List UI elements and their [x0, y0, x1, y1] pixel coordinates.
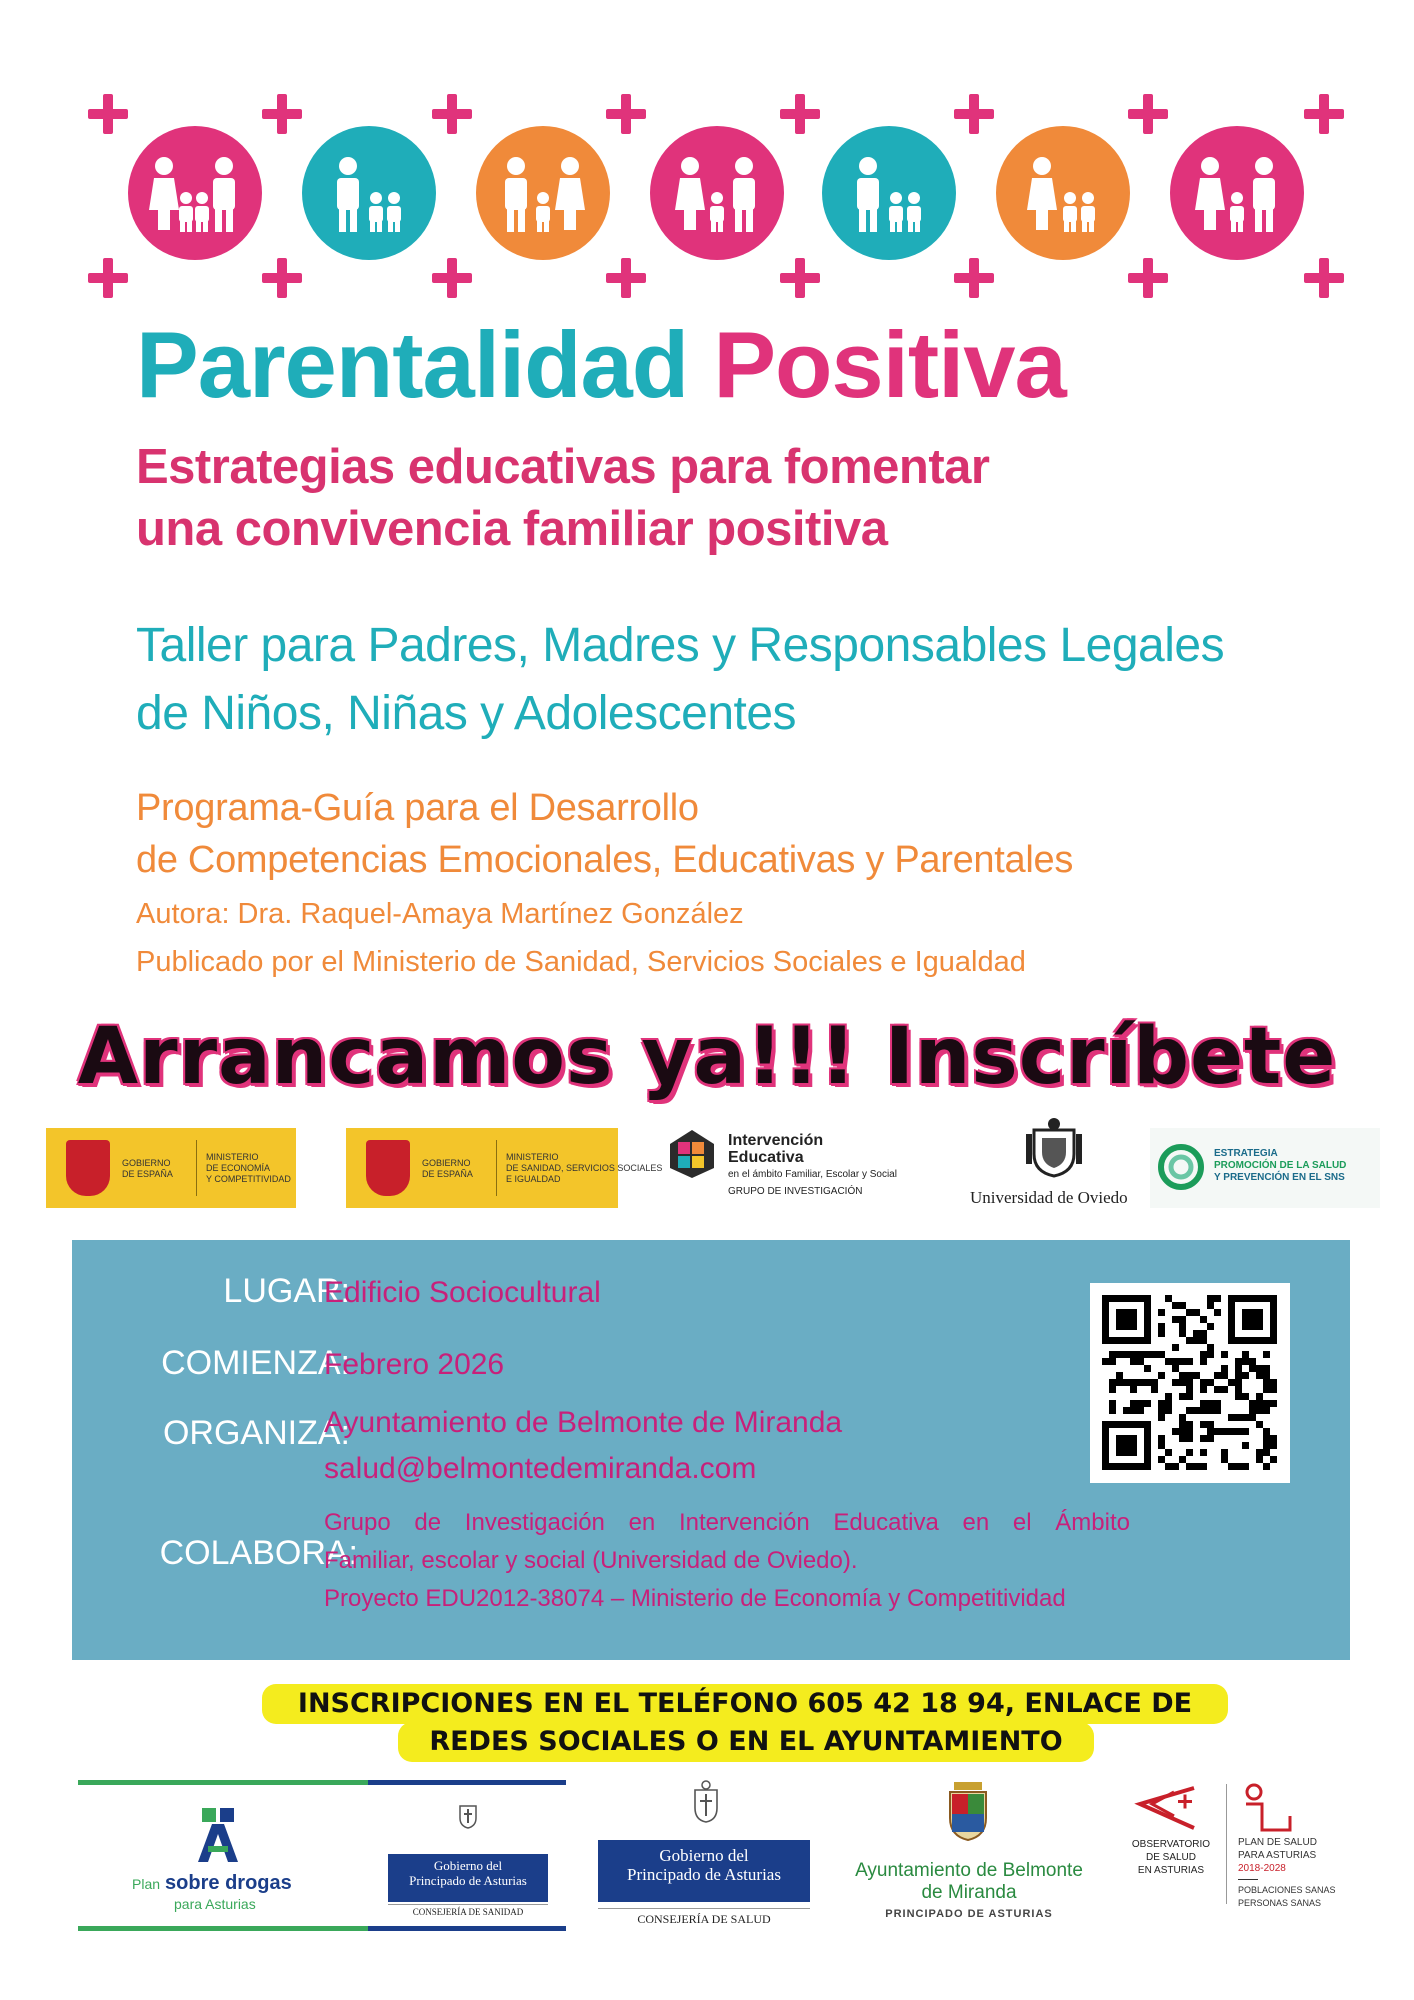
- colabora-line3: Proyecto EDU2012-38074 – Ministerio de Economía y Competitividad: [324, 1585, 1066, 1612]
- intervencion-line1: Intervención: [728, 1132, 824, 1149]
- credits: [136, 890, 1026, 986]
- plan-salud-figure-icon: [1238, 1782, 1294, 1834]
- plus-icon: [432, 258, 472, 298]
- plus-icon: [954, 94, 994, 134]
- logo-ayuntamiento-belmonte: [846, 1780, 1092, 1936]
- plan-drogas-strong: sobre drogas: [165, 1872, 292, 1894]
- plan-salud-line3: 2018-2028: [1238, 1863, 1286, 1874]
- title-part1: Parentalidad: [136, 312, 689, 417]
- plan-salud-line2: PARA ASTURIAS: [1238, 1850, 1317, 1861]
- plan-salud-line4: POBLACIONES SANAS: [1238, 1885, 1336, 1895]
- page-title: [136, 312, 1066, 417]
- lugar-label: LUGAR:: [223, 1272, 350, 1310]
- inscripciones-line1: INSCRIPCIONES EN EL TELÉFONO 605 42 18 94, ENLACE DE: [262, 1684, 1228, 1724]
- family-mother-father-two-kids-icon: [128, 126, 262, 260]
- estrategia-line2: PROMOCIÓN DE LA SALUD: [1214, 1160, 1347, 1171]
- family-father-mother-kid-icon: [476, 126, 610, 260]
- logo-gob-text: GOBIERNO DE ESPAÑA: [122, 1158, 173, 1179]
- logo-divider: [1226, 1784, 1227, 1904]
- contact-email[interactable]: salud@belmontedemiranda.com: [324, 1452, 757, 1485]
- plus-icon: [606, 94, 646, 134]
- author: Autora: Dra. Raquel-Amaya Martínez González: [136, 898, 744, 930]
- family-mother-father-kid-icon: [1170, 126, 1304, 260]
- comienza-value: Febrero 2026: [324, 1348, 505, 1381]
- logo-estrategia-promocion-salud: [1150, 1128, 1380, 1208]
- logo-observatorio-salud: [1116, 1784, 1226, 1894]
- lugar-value: Edificio Sociocultural: [324, 1276, 601, 1309]
- plan-drogas-post: para Asturias: [174, 1896, 256, 1912]
- plus-icon: [262, 94, 302, 134]
- gob-ast-sanidad-line2: Principado de Asturias: [409, 1873, 527, 1888]
- estrategia-line3: Y PREVENCIÓN EN EL SNS: [1214, 1172, 1345, 1183]
- plus-icon: [88, 258, 128, 298]
- plus-icon: [432, 94, 472, 134]
- plan-salud-line5: PERSONAS SANAS: [1238, 1898, 1322, 1908]
- observatorio-line3: EN ASTURIAS: [1137, 1865, 1205, 1876]
- observatorio-line2: DE SALUD: [1145, 1852, 1196, 1863]
- intervencion-cube-icon: [668, 1128, 716, 1180]
- program-line2: de Competencias Emocionales, Educativas y Parentales: [136, 839, 1074, 881]
- family-father-two-kids-icon: [822, 126, 956, 260]
- plus-icon: [88, 94, 128, 134]
- plus-icon: [1128, 94, 1168, 134]
- observatorio-line1: OBSERVATORIO: [1131, 1839, 1211, 1850]
- colabora-line1: Grupo de Investigación en Intervención Educativa en el Ámbito: [324, 1509, 1130, 1536]
- qr-code-icon: [1090, 1283, 1290, 1483]
- ayto-line3: PRINCIPADO DE ASTURIAS: [885, 1908, 1053, 1920]
- qr-code[interactable]: [1090, 1283, 1290, 1483]
- family-mother-father-kid-icon: [650, 126, 784, 260]
- university-name: Universidad de Oviedo: [970, 1188, 1128, 1207]
- coat-of-arms-icon: [66, 1140, 110, 1196]
- workshop-line2: de Niños, Niñas y Adolescentes: [136, 687, 797, 740]
- logo-gobierno-espana-sanidad: [346, 1128, 663, 1208]
- comienza-label: COMIENZA:: [161, 1344, 350, 1382]
- plus-icon: [1128, 258, 1168, 298]
- program-line1: Programa-Guía para el Desarrollo: [136, 787, 699, 829]
- program-description: [136, 782, 1073, 886]
- workshop-line1: Taller para Padres, Madres y Responsables Legales: [136, 619, 1225, 672]
- workshop-description: [136, 612, 1224, 748]
- plus-icon: [954, 258, 994, 298]
- gob-ast-salud-line1: Gobierno del: [659, 1846, 749, 1865]
- gob-ast-salud-line2: Principado de Asturias: [627, 1865, 781, 1884]
- municipal-crest-icon: [946, 1780, 990, 1842]
- inscripciones-line2: REDES SOCIALES O EN EL AYUNTAMIENTO: [398, 1722, 1094, 1762]
- intervencion-line4: GRUPO DE INVESTIGACIÓN: [728, 1186, 863, 1197]
- asturias-crest-icon: [692, 1780, 720, 1824]
- subtitle: [136, 436, 989, 560]
- publisher: Publicado por el Ministerio de Sanidad, Servicios Sociales e Igualdad: [136, 946, 1026, 978]
- family-mother-two-kids-icon: [996, 126, 1130, 260]
- gob-ast-salud-line3: CONSEJERÍA DE SALUD: [598, 1908, 810, 1927]
- plus-icon: [780, 258, 820, 298]
- ayto-line2: de Miranda: [921, 1882, 1017, 1903]
- colabora-line2: Familiar, escolar y social (Universidad de Oviedo).: [324, 1547, 858, 1574]
- subtitle-line2: una convivencia familiar positiva: [136, 502, 888, 556]
- asturias-crest-icon: [458, 1800, 478, 1830]
- university-crest-icon: [1022, 1116, 1086, 1178]
- logo-plan-drogas-and-sanidad: [78, 1780, 566, 1932]
- organiza-value: Ayuntamiento de Belmonte de Miranda: [324, 1406, 843, 1439]
- observatorio-icon: [1134, 1784, 1196, 1834]
- ayto-line1: Ayuntamiento de Belmonte: [855, 1860, 1083, 1881]
- call-to-action-banner: Arrancamos ya!!! Inscríbete: [77, 1012, 1337, 1102]
- intervencion-line2: Educativa: [728, 1149, 804, 1166]
- plan-drogas-a-icon: [188, 1804, 248, 1864]
- gob-ast-sanidad-line1: Gobierno del: [433, 1858, 503, 1873]
- plus-icon: [780, 94, 820, 134]
- logo-gobierno-principado-salud: [596, 1776, 814, 1936]
- plus-icon: [262, 258, 302, 298]
- logo-ministry-text: MINISTERIO DE ECONOMÍA Y COMPETITIVIDAD: [206, 1152, 291, 1184]
- logo-plan-salud-asturias: [1236, 1780, 1356, 1920]
- plan-salud-line1: PLAN DE SALUD: [1238, 1837, 1317, 1848]
- logo-intervencion-educativa: [668, 1124, 928, 1214]
- logo-ministry-text: MINISTERIO DE SANIDAD, SERVICIOS SOCIALES E IGUALDAD: [506, 1152, 663, 1184]
- family-father-two-kids-icon: [302, 126, 436, 260]
- logo-gobierno-espana-economia: [46, 1128, 296, 1208]
- title-part2: Positiva: [713, 312, 1066, 417]
- colabora-label: COLABORA:: [159, 1534, 358, 1572]
- coat-of-arms-icon: [366, 1140, 410, 1196]
- swirl-icon: [1156, 1142, 1206, 1192]
- plus-icon: [1304, 258, 1344, 298]
- plus-icon: [1304, 94, 1344, 134]
- plan-drogas-pre: Plan: [132, 1876, 161, 1892]
- logo-universidad-oviedo: [970, 1116, 1140, 1216]
- logo-gob-text: GOBIERNO DE ESPAÑA: [422, 1158, 473, 1179]
- gob-ast-sanidad-line3: CONSEJERÍA DE SANIDAD: [388, 1904, 548, 1917]
- estrategia-line1: ESTRATEGIA: [1214, 1148, 1278, 1159]
- intervencion-line3: en el ámbito Familiar, Escolar y Social: [728, 1169, 897, 1180]
- plus-icon: [606, 258, 646, 298]
- subtitle-line1: Estrategias educativas para fomentar: [136, 440, 990, 494]
- organiza-label: ORGANIZA:: [162, 1414, 350, 1452]
